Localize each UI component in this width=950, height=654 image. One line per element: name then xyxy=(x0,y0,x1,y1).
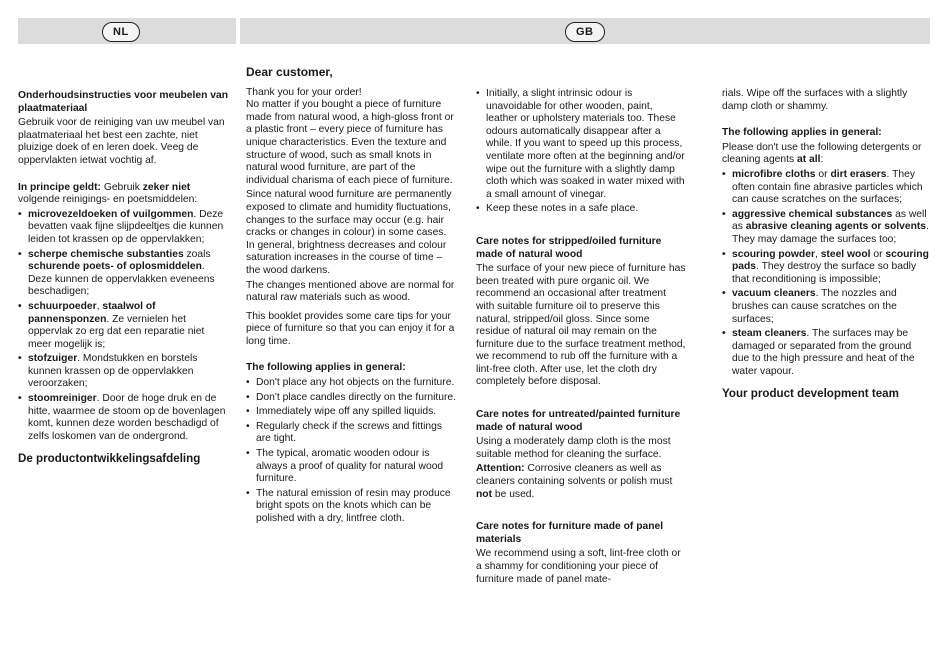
gb-painted-text: Using a moderately damp cloth is the most suitable method for cleaning the surface. xyxy=(476,436,671,460)
list-item: • schuurpoeder, staalwol of pannensponzen. Ze vernielen het oppervlak zo erg dat een reparatie niet meer mogelijk is; xyxy=(18,301,230,351)
gb-oiled-heading: Care notes for stripped/oiled furniture made of natural wood xyxy=(476,235,662,260)
gb-general2-heading: The following applies in general: xyxy=(722,127,882,139)
list-item: • scouring powder, steel wool or scouring pads. They destroy the surface so badly that reconditioning is impossible; xyxy=(722,249,930,287)
gb-column-intro xyxy=(246,66,456,532)
gb-general2-text: Please don't use the following detergents or cleaning agents at all: xyxy=(722,141,922,166)
gb-paragraph-booklet: This booklet provides some care tips for your piece of furniture so that you can enjoy it for a long time. xyxy=(246,310,455,347)
list-item: • Don't place any hot objects on the furniture. xyxy=(246,377,456,390)
gb-signature: Your product development team xyxy=(722,387,899,401)
gb-panel-text-end: rials. Wipe off the surfaces with a slightly damp cloth or shammy. xyxy=(722,88,908,112)
nl-principle-text2: volgende reinigings- en poetsmiddelen: xyxy=(18,194,198,206)
gb-paragraph-normal: The changes mentioned above are normal for natural raw materials such as wood. xyxy=(246,279,455,304)
list-item: • vacuum cleaners. The nozzles and brushes can cause scratches on the surfaces; xyxy=(722,288,930,326)
gb-attention-label: Attention: xyxy=(476,463,525,475)
gb-attention: Attention: Corrosive cleaners as well as cleaners containing solvents or polish must not be used. xyxy=(476,463,673,500)
nl-principle-bold: In principe geldt: xyxy=(18,181,101,193)
language-label-nl: NL xyxy=(102,22,140,42)
list-item: • Initially, a slight intrinsic odour is unavoidable for other wooden, paint, leather or upholstery materials too. These odours automatically disappear after a while. If you want to speed up this process, ventilate more often at the beginning and/or wipe out the furniture with a slightly damp cloth which was soaked in water mixed with a small amount of vinegar. xyxy=(476,88,686,201)
gb-painted-heading: Care notes for untreated/painted furniture made of natural wood xyxy=(476,409,681,433)
nl-title: Onderhoudsinstructies voor meubelen van plaatmateriaal xyxy=(18,90,228,114)
list-item: • stofzuiger. Mondstukken en borstels kunnen krassen op de oppervlakken veroorzaken; xyxy=(18,353,230,391)
list-item: • microfibre cloths or dirt erasers. They often contain fine abrasive particles which can cause scratches on the surfaces; xyxy=(722,169,930,207)
language-bar-nl xyxy=(18,18,236,44)
language-label-gb: GB xyxy=(565,22,605,42)
nl-principle-text1: Gebruik xyxy=(100,181,143,193)
gb-panel-heading: Care notes for furniture made of panel materials xyxy=(476,521,664,545)
list-item: • steam cleaners. The surfaces may be damaged or separated from the ground due to the high pressure and heat of the water vapour. xyxy=(722,328,930,378)
nl-principle-bold2: zeker niet xyxy=(142,181,191,193)
gb-panel-text-start: We recommend using a soft, lint-free cloth or a shammy for conditioning your piece of furniture made of panel mate- xyxy=(476,548,681,585)
gb-general-list-continued xyxy=(476,88,686,216)
nl-signature: De productontwikkelingsafdeling xyxy=(18,452,201,466)
nl-intro: Gebruik voor de reiniging van uw meubel van plaatmateriaal het best een zachte, niet pluizige doek of en leren doek. Veeg de oppervlakten ietwat vochtig af. xyxy=(18,117,225,166)
list-item: • aggressive chemical substances as well as abrasive cleaning agents or solvents. They may damage the surfaces too; xyxy=(722,209,930,247)
gb-general-heading: The following applies in general: xyxy=(246,362,406,374)
list-item: • Immediately wipe off any spilled liquids. xyxy=(246,406,456,419)
nl-column xyxy=(18,90,230,466)
gb-oiled-text: The surface of your new piece of furniture has been treated with pure organic oil. We recommend an occasional after treatment with suitable furniture oil to preserve this natural, stripped/oil gloss. Since some residue of natural oil may remain on the furniture due to the surface treatment method, we recommend to rub off the furniture with a lint-free cloth. After use, let the cloth dry completely before disposal. xyxy=(476,263,686,388)
list-item: • scherpe chemische substanties zoals schurende poets- of oplosmiddelen. Deze kunnen de oppervlakken eveneens beschadigen; xyxy=(18,249,230,299)
list-item: • The natural emission of resin may produce bright spots on the knots which can be polished with a dry, lintfree cloth. xyxy=(246,488,456,526)
list-item: • Don't place candles directly on the furniture. xyxy=(246,392,456,405)
gb-greeting: Dear customer, xyxy=(246,65,333,79)
gb-general-list xyxy=(246,377,456,526)
gb-column-care-notes xyxy=(476,88,686,592)
gb-thanks: Thank you for your order! xyxy=(246,86,362,98)
gb-paragraph-uniqueness: No matter if you bought a piece of furniture made from natural wood, a high-gloss front or a plastic front – every piece of furniture has unique characteristics. Even the texture and structure of wood, such as small knots in natural wood furniture, are part of the individual charisma of each piece of furniture. xyxy=(246,99,454,186)
list-item: • Regularly check if the screws and fittings are tight. xyxy=(246,421,456,446)
nl-principle xyxy=(18,182,230,207)
list-item: • microvezeldoeken of vuilgommen. Deze bevatten vaak fijne slijpdeeltjes die kunnen leiden tot krassen op de oppervlakken; xyxy=(18,209,230,247)
nl-avoid-list xyxy=(18,209,230,444)
list-item: • stoomreiniger. Door de hoge druk en de hitte, waarmee de stoom op de bovenlagen komt, kunnen deze worden beschadigd of zelfs loskomen van de ondergrond. xyxy=(18,393,230,443)
gb-paragraph-changes: Since natural wood furniture are permanently exposed to climate and humidity fluctuations, changes to the surface may occur (e.g. hair cracks or changes in colour) in some cases. In general, brightness decreases and colour saturation increases in the course of time – the wood darkens. xyxy=(246,189,452,276)
gb-avoid-list xyxy=(722,169,930,379)
list-item: • Keep these notes in a safe place. xyxy=(476,203,686,216)
list-item: • The typical, aromatic wooden odour is always a proof of quality for natural wood furniture. xyxy=(246,448,456,486)
gb-column-avoid xyxy=(722,88,930,401)
language-bar-gb xyxy=(240,18,930,44)
